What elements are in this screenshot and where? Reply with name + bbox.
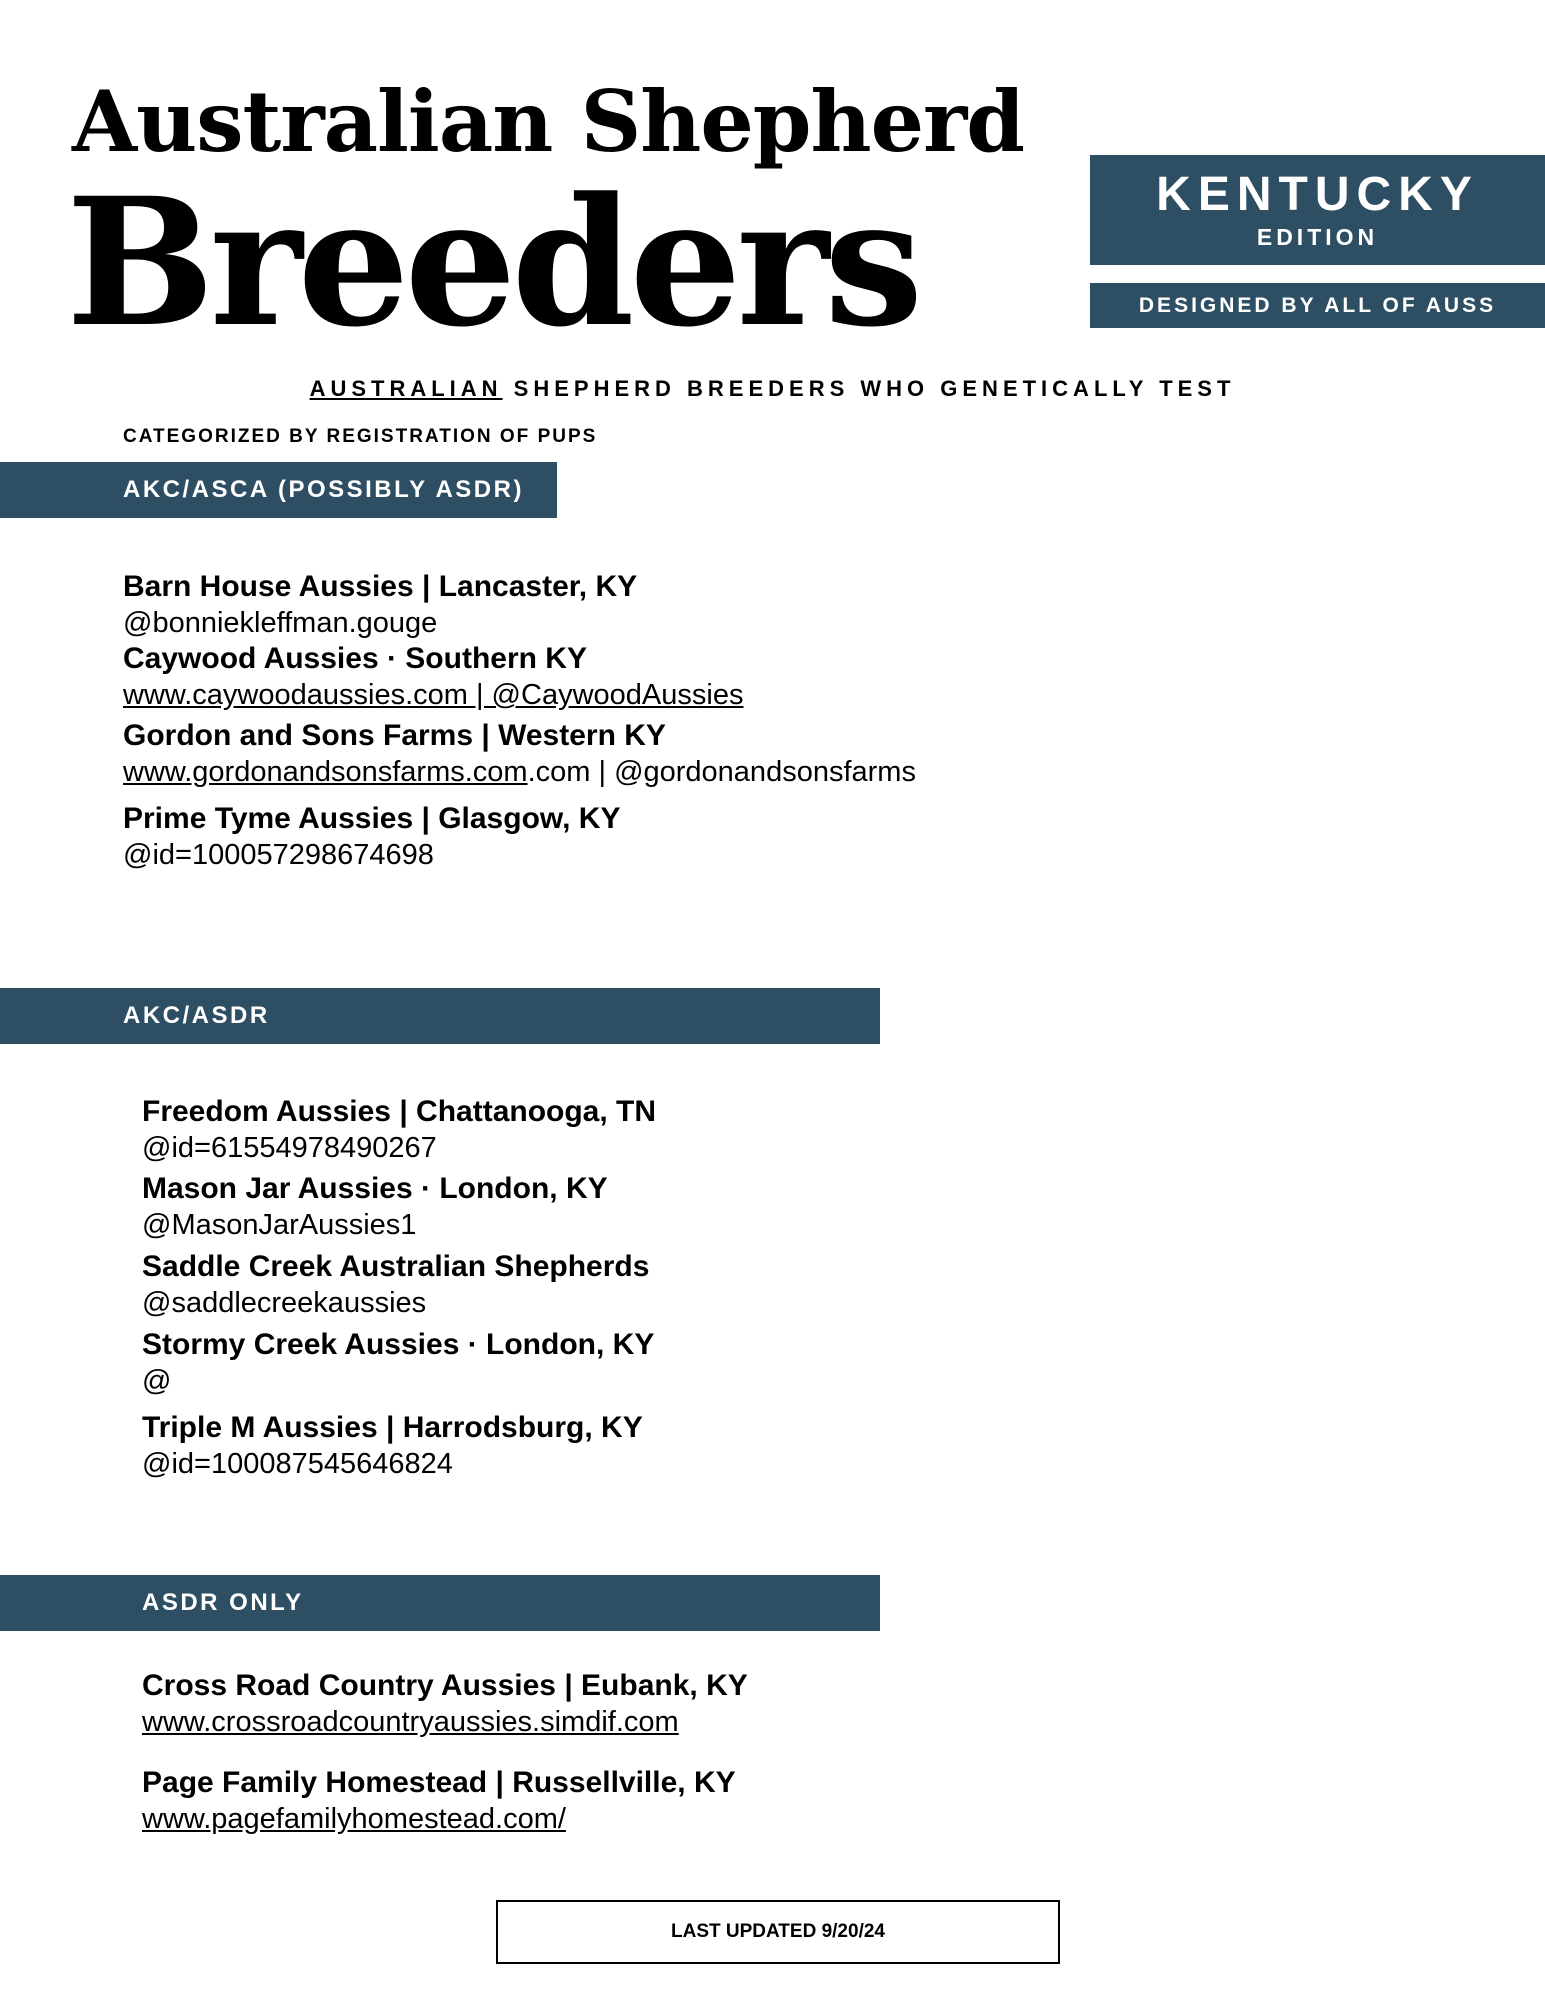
breeder-entry xyxy=(142,1249,649,1321)
breeder-name: Barn House Aussies | Lancaster, KY xyxy=(123,570,638,603)
title-line-2: Breeders xyxy=(66,159,919,366)
tagline xyxy=(0,374,1545,404)
breeder-name: Cross Road Country Aussies | Eubank, KY xyxy=(142,1669,748,1702)
breeder-contact: @MasonJarAussies1 xyxy=(142,1209,417,1241)
section-heading-asdr-only xyxy=(0,1575,880,1631)
section-heading-label: AKC/ASCA (POSSIBLY ASDR) xyxy=(123,476,524,503)
breeder-name: Triple M Aussies | Harrodsburg, KY xyxy=(142,1411,643,1444)
breeder-entry xyxy=(142,1094,656,1166)
breeder-name: Stormy Creek Aussies · London, KY xyxy=(142,1328,655,1361)
breeder-contact xyxy=(123,677,743,713)
section-heading-akc-asdr xyxy=(0,988,880,1044)
breeder-contact: @saddlecreekaussies xyxy=(142,1287,427,1319)
breeder-name: Caywood Aussies · Southern KY xyxy=(123,642,587,675)
breeder-contact-rest: .com | @gordonandsonsfarms xyxy=(527,756,916,788)
edition-badge xyxy=(1090,155,1545,265)
breeder-website-link[interactable]: www.crossroadcountryaussies.simdif.com xyxy=(142,1706,679,1738)
breeder-name: Freedom Aussies | Chattanooga, TN xyxy=(142,1095,657,1128)
breeder-contact xyxy=(142,1704,748,1740)
section-heading-akc-asca xyxy=(0,462,557,518)
designer-credit: DESIGNED BY ALL OF AUSS xyxy=(1090,283,1545,328)
section-heading-label: AKC/ASDR xyxy=(123,1002,270,1029)
title-line-1: Australian Shepherd xyxy=(72,72,1025,171)
breeder-entry xyxy=(123,641,743,713)
edition-label: EDITION xyxy=(1256,224,1379,250)
breeder-contact: @ xyxy=(142,1365,172,1397)
breeder-website-link[interactable]: www.pagefamilyhomestead.com/ xyxy=(142,1803,566,1835)
breeder-entry xyxy=(142,1668,748,1740)
breeder-contact: @id=100087545646824 xyxy=(142,1448,453,1480)
breeder-entry xyxy=(123,569,637,641)
edition-state: KENTUCKY xyxy=(1156,168,1479,221)
tagline-underlined: AUSTRALIAN xyxy=(309,376,503,401)
breeder-website-link[interactable]: www.caywoodaussies.com | @CaywoodAussies xyxy=(123,679,744,711)
breeder-contact: @id=61554978490267 xyxy=(142,1132,437,1164)
categorized-label: CATEGORIZED BY REGISTRATION OF PUPS xyxy=(123,426,598,447)
breeder-name: Saddle Creek Australian Shepherds xyxy=(142,1250,650,1283)
breeder-contact xyxy=(123,754,916,790)
section-heading-label: ASDR ONLY xyxy=(142,1589,304,1616)
last-updated-box: LAST UPDATED 9/20/24 xyxy=(496,1900,1060,1964)
breeder-website-link[interactable]: www.gordonandsonsfarms.com xyxy=(123,756,528,788)
breeder-name: Mason Jar Aussies · London, KY xyxy=(142,1172,608,1205)
breeder-entry xyxy=(123,801,620,873)
breeder-entry xyxy=(142,1327,654,1399)
breeder-contact xyxy=(142,1801,736,1837)
breeder-name: Prime Tyme Aussies | Glasgow, KY xyxy=(123,802,621,835)
breeder-entry xyxy=(123,718,916,790)
breeder-entry xyxy=(142,1765,736,1837)
tagline-rest: SHEPHERD BREEDERS WHO GENETICALLY TEST xyxy=(502,376,1236,401)
breeder-contact: @id=100057298674698 xyxy=(123,839,434,871)
breeder-contact: @bonniekleffman.gouge xyxy=(123,607,438,639)
breeder-entry xyxy=(142,1171,608,1243)
breeder-name: Gordon and Sons Farms | Western KY xyxy=(123,719,666,752)
breeder-name: Page Family Homestead | Russellville, KY xyxy=(142,1766,736,1799)
breeder-entry xyxy=(142,1410,643,1482)
